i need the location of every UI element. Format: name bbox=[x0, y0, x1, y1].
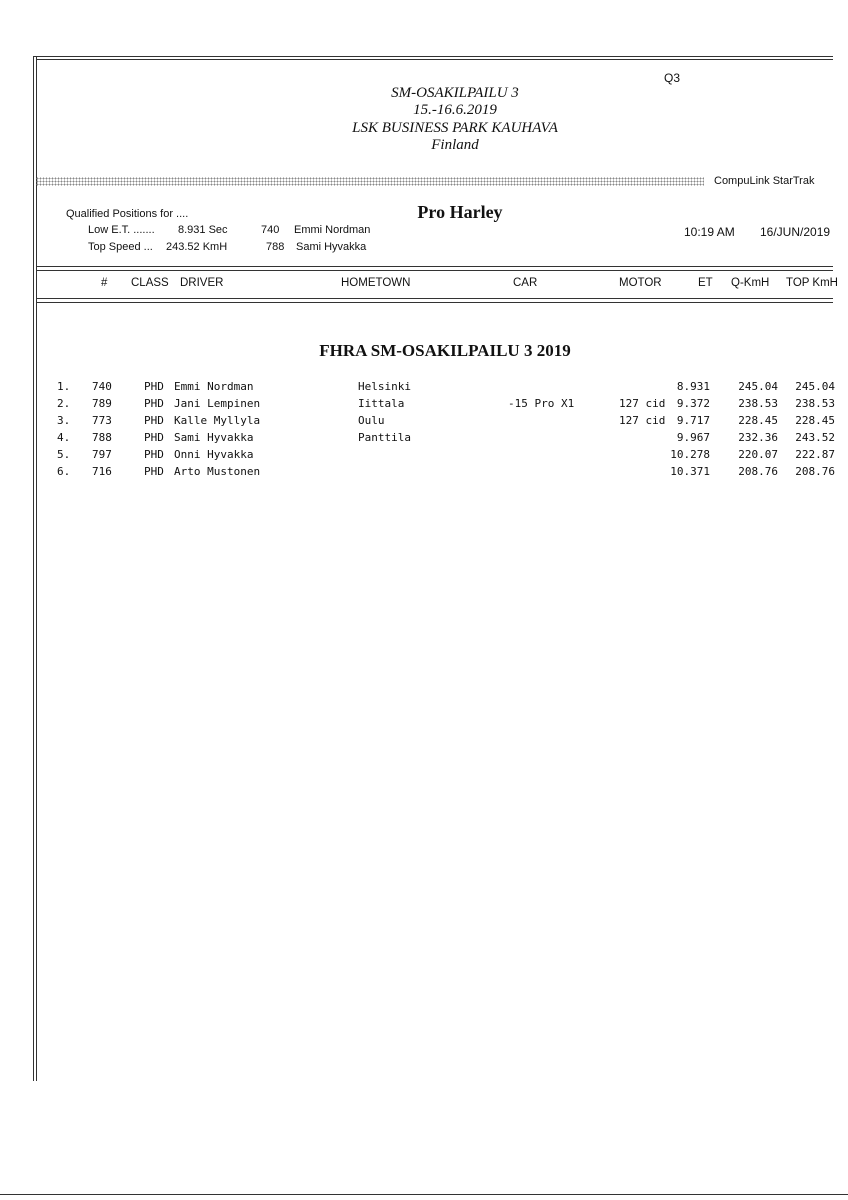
cell-et: 8.931 bbox=[676, 380, 710, 393]
cell-motor: 127 cid bbox=[619, 414, 666, 427]
cell-hometown: Helsinki bbox=[358, 380, 411, 393]
cell-qkmh: 232.36 bbox=[738, 431, 778, 444]
cell-driver: Kalle Myllyla bbox=[174, 414, 261, 427]
doc-code: Q3 bbox=[664, 71, 681, 85]
top-speed-car: 788 bbox=[266, 241, 285, 253]
top-speed-label: Top Speed ... bbox=[88, 241, 153, 253]
cell-car-number: 740 bbox=[92, 380, 112, 393]
cell-qkmh: 208.76 bbox=[738, 465, 778, 478]
cell-position: 1. bbox=[57, 380, 71, 393]
class-title: Pro Harley bbox=[417, 202, 503, 222]
col-topkmh: TOP KmH bbox=[786, 277, 838, 289]
cell-driver: Sami Hyvakka bbox=[174, 431, 254, 444]
cell-et: 9.372 bbox=[676, 397, 710, 410]
dotted-separator bbox=[36, 177, 704, 186]
cell-class: PHD bbox=[144, 380, 164, 393]
col-motor: MOTOR bbox=[619, 277, 662, 289]
cell-topkmh: 245.04 bbox=[795, 380, 835, 393]
cell-class: PHD bbox=[144, 431, 164, 444]
cell-driver: Emmi Nordman bbox=[174, 380, 254, 393]
cell-position: 3. bbox=[57, 414, 71, 427]
header-rule-2 bbox=[36, 270, 833, 271]
cell-driver: Onni Hyvakka bbox=[174, 448, 254, 461]
cell-qkmh: 245.04 bbox=[738, 380, 778, 393]
cell-position: 2. bbox=[57, 397, 71, 410]
col-num: # bbox=[101, 277, 108, 289]
cell-position: 4. bbox=[57, 431, 71, 444]
cell-hometown: Iittala bbox=[358, 397, 405, 410]
low-et-value: 8.931 Sec bbox=[178, 224, 228, 236]
cell-class: PHD bbox=[144, 465, 164, 478]
col-hometown: HOMETOWN bbox=[341, 277, 411, 289]
section-title: FHRA SM-OSAKILPAILU 3 2019 bbox=[319, 341, 571, 360]
cell-class: PHD bbox=[144, 414, 164, 427]
cell-et: 10.371 bbox=[670, 465, 710, 478]
cell-hometown: Oulu bbox=[358, 414, 385, 427]
report-date: 16/JUN/2019 bbox=[760, 225, 831, 239]
bottom-border bbox=[0, 1194, 848, 1195]
top-speed-driver: Sami Hyvakka bbox=[296, 241, 367, 253]
cell-topkmh: 222.87 bbox=[795, 448, 835, 461]
cell-car-number: 797 bbox=[92, 448, 112, 461]
system-label: CompuLink StarTrak bbox=[714, 175, 815, 187]
low-et-driver: Emmi Nordman bbox=[294, 224, 371, 236]
cell-motor: 127 cid bbox=[619, 397, 666, 410]
cell-qkmh: 228.45 bbox=[738, 414, 778, 427]
col-car: CAR bbox=[513, 277, 538, 289]
cell-topkmh: 243.52 bbox=[795, 431, 835, 444]
cell-topkmh: 208.76 bbox=[795, 465, 835, 478]
header-rule-4 bbox=[36, 302, 833, 303]
cell-et: 9.717 bbox=[676, 414, 710, 427]
top-border bbox=[33, 56, 833, 57]
cell-topkmh: 228.45 bbox=[795, 414, 835, 427]
cell-driver: Jani Lempinen bbox=[174, 397, 261, 410]
header-rule-1 bbox=[36, 266, 833, 267]
event-line-4: Finland bbox=[431, 137, 479, 153]
cell-class: PHD bbox=[144, 448, 164, 461]
qualified-label: Qualified Positions for .... bbox=[66, 208, 189, 220]
cell-et: 9.967 bbox=[676, 431, 710, 444]
cell-car: -15 Pro X1 bbox=[508, 397, 575, 410]
col-driver: DRIVER bbox=[180, 277, 224, 289]
cell-hometown: Panttila bbox=[358, 431, 411, 444]
cell-position: 6. bbox=[57, 465, 71, 478]
cell-position: 5. bbox=[57, 448, 71, 461]
top-speed-value: 243.52 KmH bbox=[166, 241, 228, 253]
cell-car-number: 789 bbox=[92, 397, 112, 410]
cell-et: 10.278 bbox=[670, 448, 710, 461]
left-border bbox=[33, 56, 34, 1081]
cell-class: PHD bbox=[144, 397, 164, 410]
cell-driver: Arto Mustonen bbox=[174, 465, 261, 478]
header-rule-3 bbox=[36, 298, 833, 299]
col-et: ET bbox=[698, 277, 713, 289]
cell-topkmh: 238.53 bbox=[795, 397, 835, 410]
low-et-car: 740 bbox=[261, 224, 280, 236]
cell-qkmh: 220.07 bbox=[738, 448, 778, 461]
col-class: CLASS bbox=[131, 277, 169, 289]
left-border-inner bbox=[36, 56, 37, 1081]
top-border-inner bbox=[36, 59, 833, 60]
cell-car-number: 773 bbox=[92, 414, 112, 427]
cell-car-number: 788 bbox=[92, 431, 112, 444]
event-line-3: LSK BUSINESS PARK KAUHAVA bbox=[352, 120, 558, 136]
cell-qkmh: 238.53 bbox=[738, 397, 778, 410]
col-qkmh: Q-KmH bbox=[731, 277, 770, 289]
event-line-2: 15.-16.6.2019 bbox=[413, 102, 497, 118]
event-line-1: SM-OSAKILPAILU 3 bbox=[391, 85, 519, 101]
low-et-label: Low E.T. ....... bbox=[88, 224, 155, 236]
cell-car-number: 716 bbox=[92, 465, 112, 478]
report-time: 10:19 AM bbox=[684, 225, 735, 239]
